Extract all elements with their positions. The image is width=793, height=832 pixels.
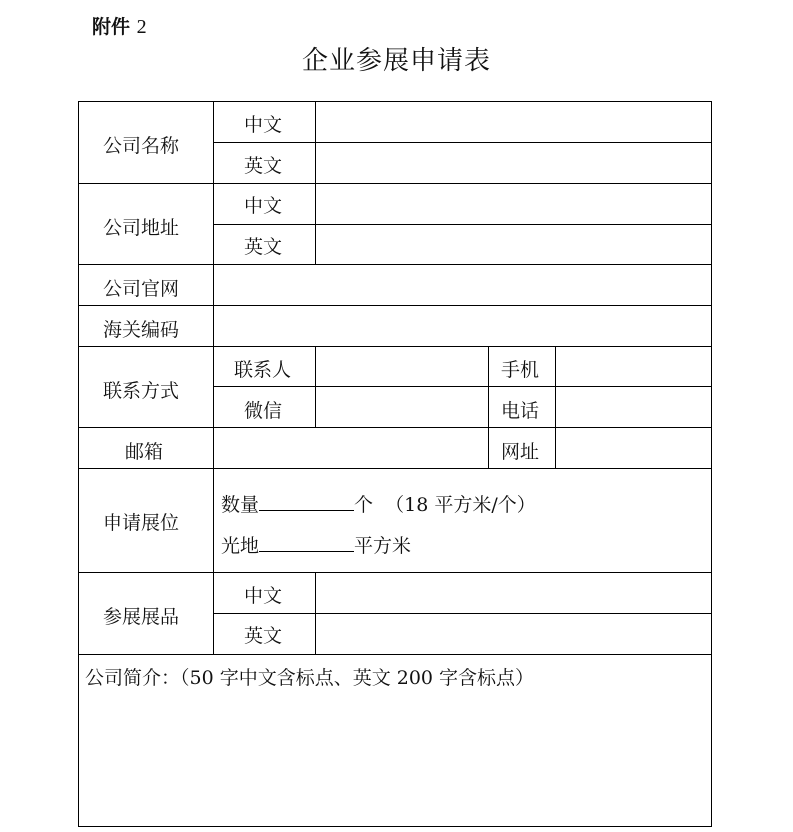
contact-label: 联系方式 [103,380,180,402]
attachment-label: 附件 2 [92,16,147,38]
row-divider [79,654,711,655]
raw-space-blank[interactable] [259,533,354,552]
web-label: 网址 [501,441,540,463]
company-address-label: 公司地址 [103,217,180,239]
company-name-english-field[interactable] [316,143,711,183]
phone-label: 电话 [501,400,540,422]
email-field[interactable] [214,428,488,468]
customs-code-label: 海关编码 [103,319,180,341]
mobile-field[interactable] [556,347,711,386]
company-address-english-field[interactable] [316,225,711,264]
column-divider [213,102,214,654]
company-name-label: 公司名称 [103,135,180,157]
booth-quantity-row: 数量 个 （18 平方米/个） [221,494,536,516]
company-profile-label: 公司简介：（50 字中文含标点、英文 200 字含标点） [85,667,535,689]
phone-field[interactable] [556,387,711,427]
contact-person-label: 联系人 [234,359,292,381]
company-name-chinese-field[interactable] [316,102,711,142]
wechat-label: 微信 [244,400,283,422]
page-title: 企业参展申请表 [301,46,491,76]
company-address-chinese-label: 中文 [244,195,283,217]
column-divider [488,346,489,468]
web-address-field[interactable] [556,428,711,468]
exhibits-chinese-field[interactable] [316,573,711,613]
company-profile-field[interactable] [79,698,711,824]
exhibits-english-field[interactable] [316,614,711,654]
application-form [78,101,712,827]
website-field[interactable] [214,265,711,305]
exhibits-english-label: 英文 [244,625,283,647]
website-label: 公司官网 [103,278,180,300]
company-name-english-label: 英文 [244,155,283,177]
raw-space-row: 光地 平方米 [221,535,412,557]
wechat-field[interactable] [316,387,488,427]
contact-person-field[interactable] [316,347,488,386]
row-divider [79,468,711,469]
customs-code-field[interactable] [214,306,711,346]
booth-quantity-blank[interactable] [259,492,354,511]
email-label: 邮箱 [125,441,164,463]
company-address-english-label: 英文 [244,236,283,258]
mobile-label: 手机 [501,359,540,381]
company-address-chinese-field[interactable] [316,184,711,224]
exhibits-chinese-label: 中文 [244,585,283,607]
company-name-chinese-label: 中文 [244,114,283,136]
exhibits-label: 参展展品 [103,606,180,628]
booth-label: 申请展位 [103,512,180,534]
